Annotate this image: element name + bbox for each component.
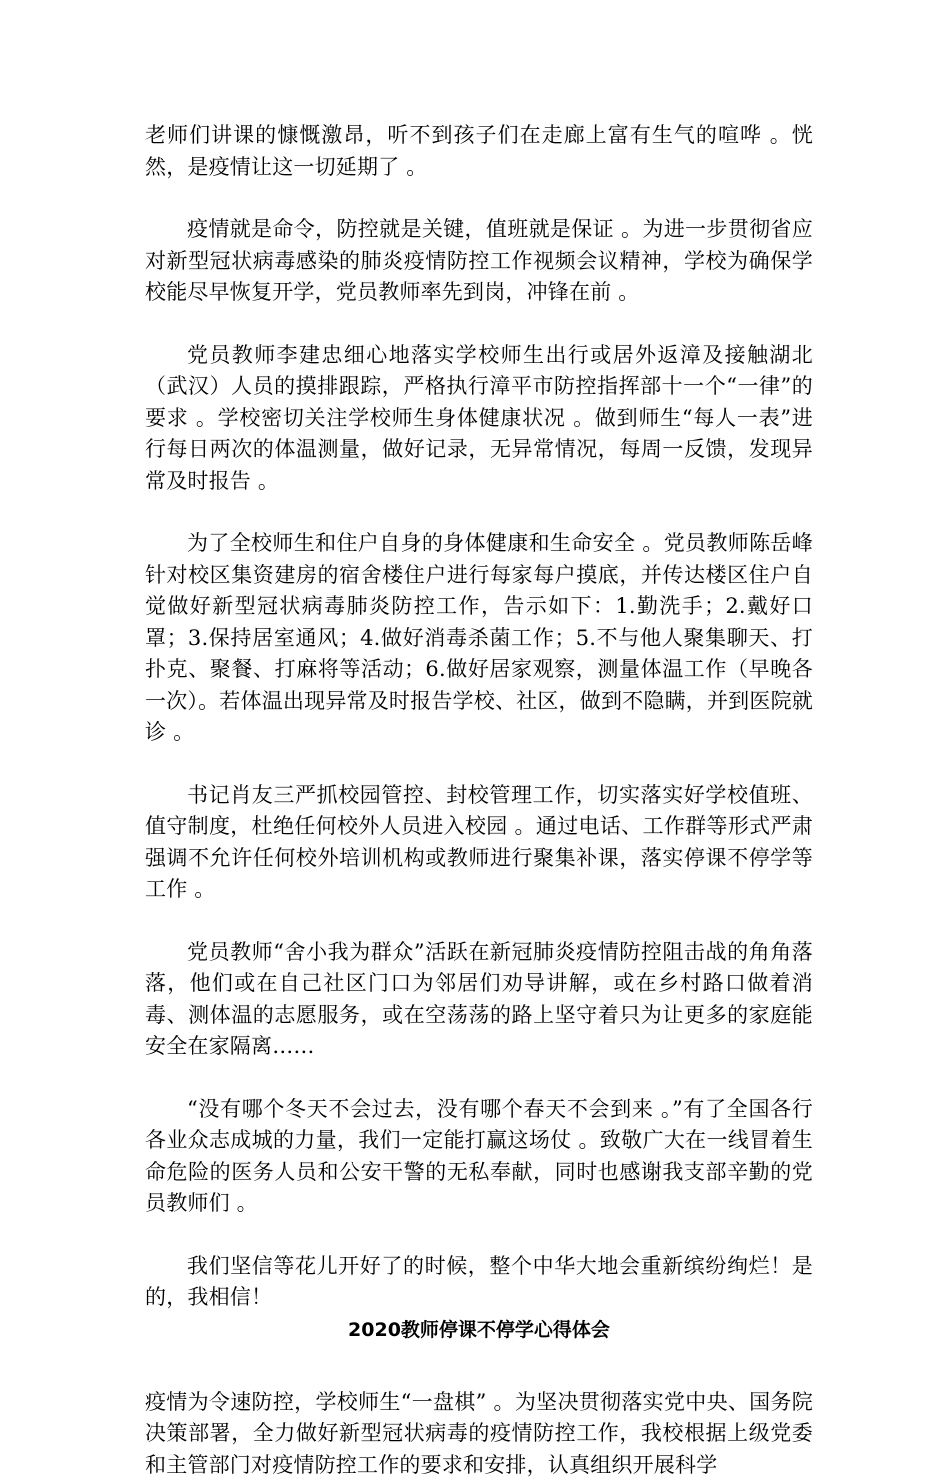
section-title: 2020教师停课不停学心得体会 bbox=[145, 1314, 813, 1347]
paragraph-2: 疫情就是命令，防控就是关键，值班就是保证 。为进一步贯彻省应对新型冠状病毒感染的肺炎疫情防控工作视频会议精神，学校为确保学校能尽早恢复开学，党员教师率先到岗，冲锋在前 。 bbox=[145, 214, 813, 309]
document-page bbox=[145, 120, 813, 1481]
paragraph-7: “没有哪个冬天不会过去，没有哪个春天不会到来 。”有了全国各行各业众志成城的力量，我们一定能打赢这场仗 。致敬广大在一线冒着生命危险的医务人员和公安干警的无私奉献，同时也感谢我支部辛勤的党员教师们 。 bbox=[145, 1094, 813, 1220]
paragraph-4: 为了全校师生和住户自身的身体健康和生命安全 。党员教师陈岳峰针对校区集资建房的宿舍楼住户进行每家每户摸底，并传达楼区住户自觉做好新型冠状病毒肺炎防控工作，告示如下：1.勤洗手；2.戴好口罩；3.保持居室通风；4.做好消毒杀菌工作；5.不与他人聚集聊天、打扑克、聚餐、打麻将等活动；6.做好居家观察，测量体温工作（早晚各一次）。若体温出现异常及时报告学校、社区，做到不隐瞒，并到医院就诊 。 bbox=[145, 528, 813, 749]
intro-paragraph: 疫情为令速防控，学校师生“一盘棋” 。为坚决贯彻落实党中央、国务院决策部署，全力做好新型冠状病毒的疫情防控工作，我校根据上级党委和主管部门对疫情防控工作的要求和安排，认真组织开展科学 bbox=[145, 1387, 813, 1481]
paragraph-8: 我们坚信等花儿开好了的时候，整个中华大地会重新缤纷绚烂！是的，我相信！ bbox=[145, 1251, 813, 1314]
paragraph-1: 老师们讲课的慷慨激昂，听不到孩子们在走廊上富有生气的喧哗 。恍然，是疫情让这一切延期了 。 bbox=[145, 120, 813, 183]
paragraph-5: 书记肖友三严抓校园管控、封校管理工作，切实落实好学校值班、值守制度，杜绝任何校外人员进入校园 。通过电话、工作群等形式严肃强调不允许任何校外培训机构或教师进行聚集补课，落实停课不停学等工作 。 bbox=[145, 780, 813, 906]
paragraph-3: 党员教师李建忠细心地落实学校师生出行或居外返漳及接触湖北（武汉）人员的摸排跟踪，严格执行漳平市防控指挥部十一个“一律”的要求 。学校密切关注学校师生身体健康状况 。做到师生“每人一表”进行每日两次的体温测量，做好记录，无异常情况，每周一反馈，发现异常及时报告 。 bbox=[145, 340, 813, 498]
paragraph-6: 党员教师“舍小我为群众”活跃在新冠肺炎疫情防控阻击战的角角落落，他们或在自己社区门口为邻居们劝导讲解，或在乡村路口做着消毒、测体温的志愿服务，或在空荡荡的路上坚守着只为让更多的家庭能安全在家隔离…… bbox=[145, 937, 813, 1063]
